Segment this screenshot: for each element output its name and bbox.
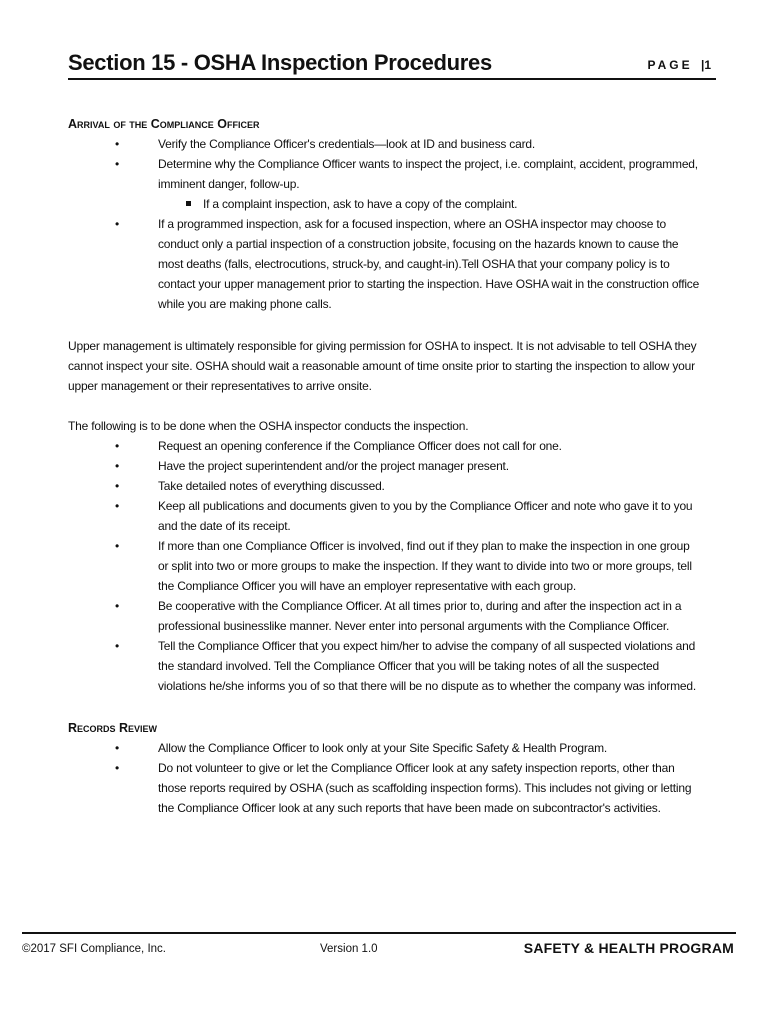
list-item-text: Verify the Compliance Officer's credentials—look at ID and business card.	[158, 137, 535, 151]
footer-copyright: ©2017 SFI Compliance, Inc.	[22, 943, 166, 955]
bullet-dot-icon: •	[115, 157, 120, 171]
sub-list-item	[158, 194, 702, 214]
list-item	[68, 436, 702, 456]
page-number	[647, 58, 714, 72]
inspection-list	[68, 436, 702, 696]
list-item	[68, 758, 702, 818]
list-item	[68, 154, 702, 214]
list-item	[68, 456, 702, 476]
list-item-text: If a programmed inspection, ask for a focused inspection, where an OSHA inspector may choose to conduct only a partial inspection of a construction jobsite, focusing on the hazards known to cause the most deaths (falls, electrocutions, struck-by, and caught-in).Tell OSHA that your company policy is to contact your upper management prior to starting the inspection. Have OSHA wait in the construction office while you are making phone calls.	[158, 217, 700, 311]
bullet-dot-icon: •	[115, 639, 120, 653]
page-separator: |	[700, 58, 705, 72]
page-label: PAGE	[647, 58, 693, 72]
bullet-dot-icon: •	[115, 539, 120, 553]
list-item-text: Request an opening conference if the Compliance Officer does not call for one.	[158, 439, 562, 453]
sub-list	[158, 194, 702, 214]
list-item-text: Have the project superintendent and/or the project manager present.	[158, 459, 509, 473]
list-item-text: If more than one Compliance Officer is involved, find out if they plan to make the inspection in one group or split into two or more groups to make the inspection. If they want to divide into two or more groups, tell the Compliance Officer you will have an employer representative with each group.	[158, 539, 692, 593]
footer-version: Version 1.0	[320, 943, 378, 955]
list-item	[68, 134, 702, 154]
bullet-dot-icon: •	[115, 499, 120, 513]
list-item-text: Determine why the Compliance Officer wants to inspect the project, i.e. complaint, accident, programmed, imminent danger, follow-up.	[158, 157, 698, 191]
upper-management-paragraph: Upper management is ultimately responsible for giving permission for OSHA to inspect. It is not advisable to tell OSHA they cannot inspect your site. OSHA should wait a reasonable amount of time onsite prior to starting the inspection to allow your upper management or their representatives to arrive onsite.	[68, 339, 697, 393]
bullet-dot-icon: •	[115, 217, 120, 231]
list-item	[68, 496, 702, 536]
footer-program-title: SAFETY & HEALTH PROGRAM	[523, 940, 734, 956]
section-heading-records: Records Review	[68, 721, 158, 735]
document-title: Section 15 - OSHA Inspection Procedures	[68, 50, 492, 75]
inspection-intro: The following is to be done when the OSHA inspector conducts the inspection.	[68, 419, 469, 433]
arrival-list	[68, 134, 702, 314]
list-item	[68, 536, 702, 596]
sub-list-item-text: If a complaint inspection, ask to have a copy of the complaint.	[203, 197, 518, 211]
bullet-dot-icon: •	[115, 439, 120, 453]
bullet-dot-icon: •	[115, 479, 120, 493]
list-item-text: Do not volunteer to give or let the Compliance Officer look at any safety inspection reports, other than those reports required by OSHA (such as scaffolding inspection forms). This includes not giving or letting the Compliance Officer look at any such reports that have been made on subcontractor's activities.	[158, 761, 692, 815]
list-item	[68, 214, 702, 314]
bullet-dot-icon: •	[115, 761, 120, 775]
bullet-dot-icon: •	[115, 741, 120, 755]
list-item-text: Be cooperative with the Compliance Officer. At all times prior to, during and after the inspection act in a professional businesslike manner. Never enter into personal arguments with the Compliance Officer.	[158, 599, 682, 633]
list-item-text: Tell the Compliance Officer that you expect him/her to advise the company of all suspected violations and the standard involved. Tell the Compliance Officer that you will be taking notes of all the suspected violations he/she informs you of so that there will be no dispute as to whether the company was informed.	[158, 639, 696, 693]
list-item-text: Keep all publications and documents given to you by the Compliance Officer and note who gave it to you and the date of its receipt.	[158, 499, 693, 533]
document-body	[68, 114, 702, 818]
list-item-text: Take detailed notes of everything discussed.	[158, 479, 385, 493]
bullet-dot-icon: •	[115, 599, 120, 613]
list-item-text: Allow the Compliance Officer to look only at your Site Specific Safety & Health Program.	[158, 741, 608, 755]
page-header	[68, 50, 716, 80]
list-item	[68, 738, 702, 758]
list-item	[68, 636, 702, 696]
section-heading-arrival: Arrival of the Compliance Officer	[68, 117, 260, 131]
list-item	[68, 596, 702, 636]
page-number-value: 1	[704, 58, 714, 72]
bullet-dot-icon: •	[115, 459, 120, 473]
square-bullet-icon	[186, 201, 191, 206]
page-footer	[22, 932, 736, 964]
bullet-dot-icon: •	[115, 137, 120, 151]
list-item	[68, 476, 702, 496]
records-list	[68, 738, 702, 818]
